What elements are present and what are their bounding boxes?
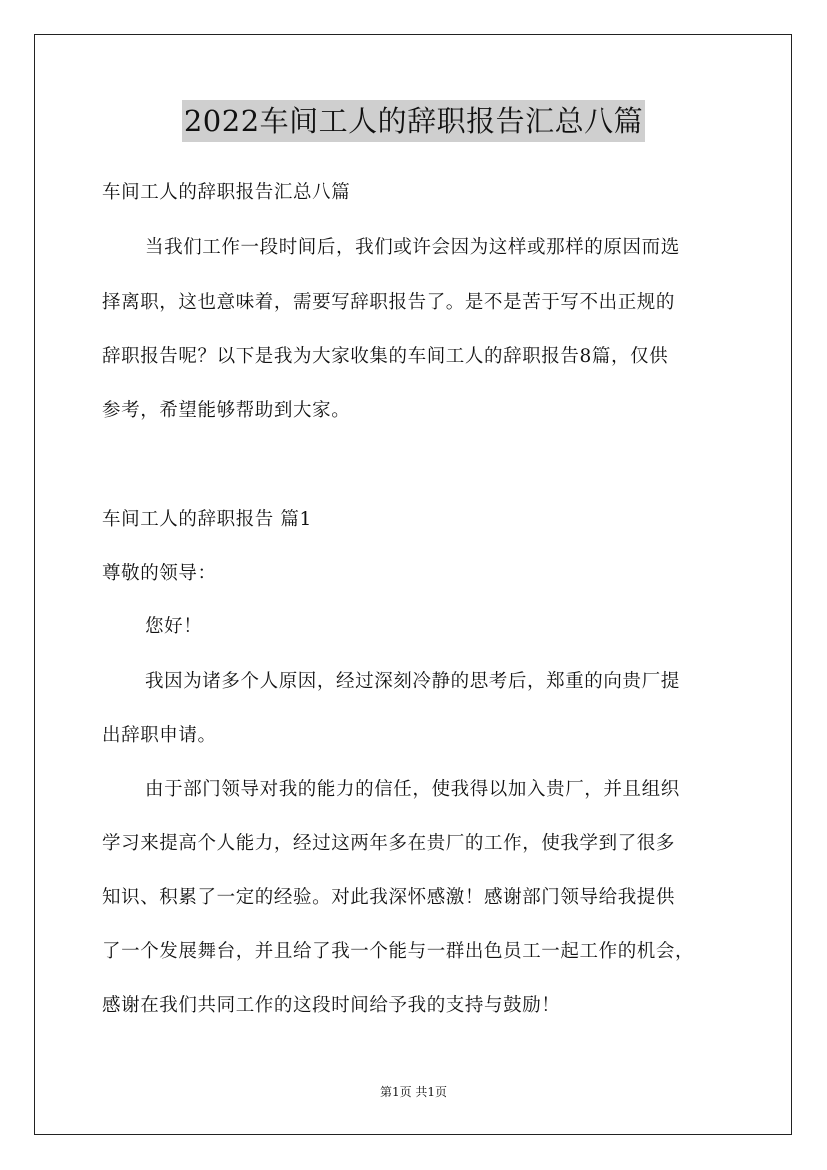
- section-heading: 车间工人的辞职报告 篇1: [102, 509, 312, 530]
- paragraph-line: 辞职报告呢？以下是我为大家收集的车间工人的辞职报告8篇，仅供: [102, 346, 669, 367]
- paragraph-line: 我因为诸多个人原因，经过深刻冷静的思考后，郑重的向贵厂提: [145, 671, 680, 692]
- paragraph-line: 学习来提高个人能力，经过这两年多在贵厂的工作，使我学到了很多: [102, 833, 676, 854]
- paragraph-line: 参考，希望能够帮助到大家。: [102, 400, 351, 421]
- paragraph-line: 知识、积累了一定的经验。对此我深怀感激！感谢部门领导给我提供: [102, 887, 676, 908]
- paragraph-line: 感谢在我们共同工作的这段时间给予我的支持与鼓励！: [102, 995, 561, 1016]
- title-container: [0, 100, 827, 142]
- paragraph-line: 当我们工作一段时间后，我们或许会因为这样或那样的原因而选: [145, 237, 680, 258]
- salutation: 尊敬的领导：: [102, 563, 217, 584]
- paragraph-line: 出辞职申请。: [102, 725, 217, 746]
- subtitle-line: 车间工人的辞职报告汇总八篇: [102, 182, 351, 203]
- page-footer: 第1页 共1页: [379, 1085, 448, 1099]
- paragraph-line: 了一个发展舞台，并且给了我一个能与一群出色员工一起工作的机会，: [102, 941, 695, 962]
- paragraph-line: 由于部门领导对我的能力的信任，使我得以加入贵厂，并且组织: [145, 779, 680, 800]
- paragraph-line: 择离职，这也意味着，需要写辞职报告了。是不是苦于写不出正规的: [102, 292, 676, 313]
- document-title: 2022车间工人的辞职报告汇总八篇: [182, 100, 645, 142]
- greeting: 您好！: [145, 616, 203, 637]
